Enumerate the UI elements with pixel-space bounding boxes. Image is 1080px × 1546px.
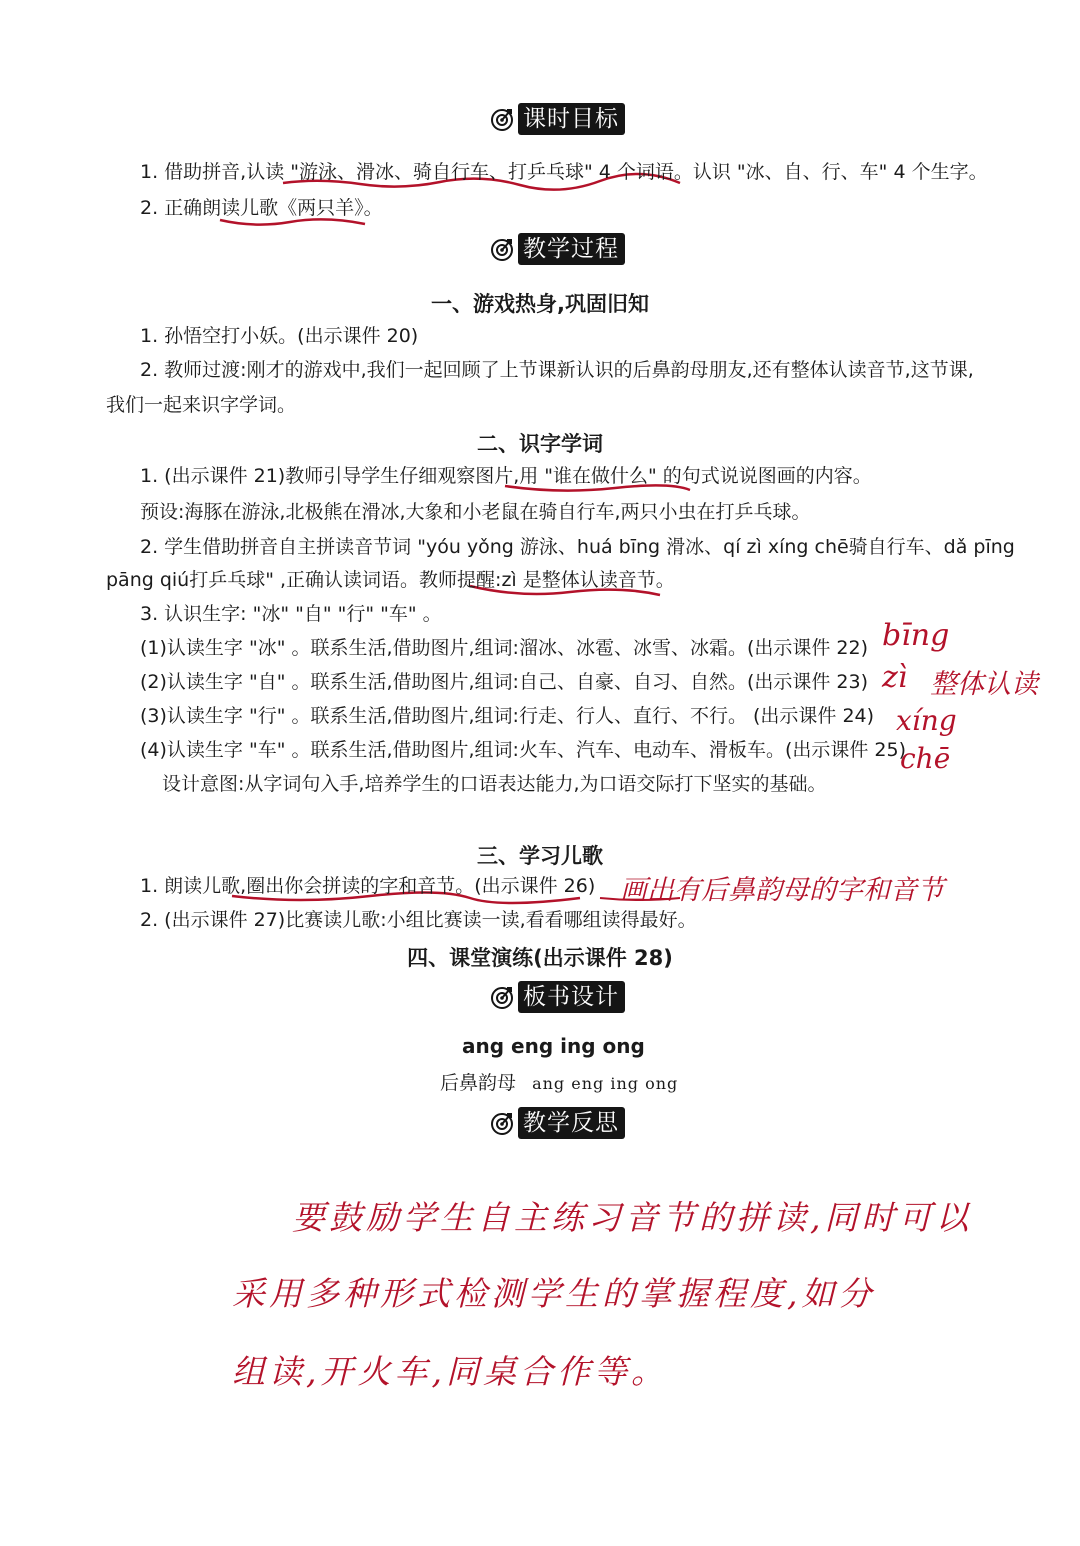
- literacy-sub-4: (4)认读生字 "车" 。联系生活,借助图片,组词:火车、汽车、电动车、滑板车。(出示课件 25): [140, 739, 906, 761]
- header-lesson-goals: [490, 102, 625, 136]
- board-line-1: ang eng ing ong: [462, 1034, 645, 1058]
- header-label: 教学反思: [518, 1107, 625, 1139]
- literacy-item-2b: pāng qiú打乒乓球" ,正确认读词语。教师提醒:zì 是整体认读音节。: [106, 569, 675, 591]
- target-icon: [490, 1111, 514, 1135]
- header-label: 板书设计: [518, 981, 625, 1013]
- header-board-design: [490, 980, 625, 1014]
- section-title-literacy: 二、识字学词: [477, 432, 603, 456]
- design-intent: 设计意图:从字词句入手,培养学生的口语表达能力,为口语交际打下坚实的基础。: [162, 773, 827, 795]
- board-pinyin: ang eng ing ong: [532, 1074, 679, 1093]
- literacy-item-2a: 2. 学生借助拼音自主拼读音节词 "yóu yǒng 游泳、huá bīng 滑冰、qí zì xíng chē骑自行车、dǎ pīng: [140, 536, 1015, 558]
- literacy-preset: 预设:海豚在游泳,北极熊在滑冰,大象和小老鼠在骑自行车,两只小虫在打乒乓球。: [140, 501, 811, 523]
- reflection-line-1: 要鼓励学生自主练习音节的拼读,同时可以: [292, 1198, 973, 1237]
- target-icon: [490, 237, 514, 261]
- handnote-bing: bīng: [882, 618, 950, 653]
- goal-line-1: 1. 借助拼音,认读 "游泳、滑冰、骑自行车、打乒乓球" 4 个词语。认识 "冰、自、行、车" 4 个生字。: [140, 161, 988, 183]
- handnote-circle: 画出有后鼻韵母的字和音节: [620, 875, 944, 906]
- literacy-sub-3: (3)认读生字 "行" 。联系生活,借助图片,组词:行走、行人、直行、不行。 (出示课件 24): [140, 705, 875, 727]
- target-icon: [490, 107, 514, 131]
- header-label: 教学过程: [518, 233, 625, 265]
- literacy-sub-1: (1)认读生字 "冰" 。联系生活,借助图片,组词:溜冰、冰雹、冰雪、冰霜。(出示课件 22): [140, 637, 868, 659]
- board-line-2: [440, 1068, 678, 1095]
- section-title-practice: 四、课堂演练(出示课件 28): [407, 946, 673, 970]
- handnote-che: chē: [900, 742, 951, 775]
- reflection-line-3: 组读,开火车,同桌合作等。: [232, 1352, 668, 1391]
- section-title-rhyme: 三、学习儿歌: [477, 844, 603, 868]
- goal-line-2: 2. 正确朗读儿歌《两只羊》。: [140, 197, 383, 219]
- rhyme-item-2: 2. (出示课件 27)比赛读儿歌:小组比赛读一读,看看哪组读得最好。: [140, 909, 697, 931]
- literacy-sub-2: (2)认读生字 "自" 。联系生活,借助图片,组词:自己、自豪、自习、自然。(出示课件 23): [140, 671, 868, 693]
- literacy-item-3: 3. 认识生字: "冰" "自" "行" "车" 。: [140, 603, 442, 625]
- warmup-item-2b: 我们一起来识字学词。: [106, 394, 297, 416]
- reflection-line-2: 采用多种形式检测学生的掌握程度,如分: [232, 1274, 876, 1313]
- warmup-item-2a: 2. 教师过渡:刚才的游戏中,我们一起回顾了上节课新认识的后鼻韵母朋友,还有整体认读音节,这节课,: [140, 359, 974, 381]
- handnote-zhengti: 整体认读: [930, 669, 1038, 700]
- section-title-warmup: 一、游戏热身,巩固旧知: [431, 292, 649, 316]
- target-icon: [490, 985, 514, 1009]
- literacy-item-1: 1. (出示课件 21)教师引导学生仔细观察图片,用 "谁在做什么" 的句式说说图画的内容。: [140, 465, 872, 487]
- header-teaching-process: [490, 232, 625, 266]
- rhyme-item-1: 1. 朗读儿歌,圈出你会拼读的字和音节。(出示课件 26): [140, 875, 596, 897]
- header-label: 课时目标: [518, 103, 625, 135]
- handnote-xing: xíng: [896, 704, 957, 737]
- handnote-zi: zì: [882, 660, 908, 695]
- header-reflection: [490, 1106, 625, 1140]
- warmup-item-1: 1. 孙悟空打小妖。(出示课件 20): [140, 325, 419, 347]
- board-label: 后鼻韵母: [440, 1072, 517, 1094]
